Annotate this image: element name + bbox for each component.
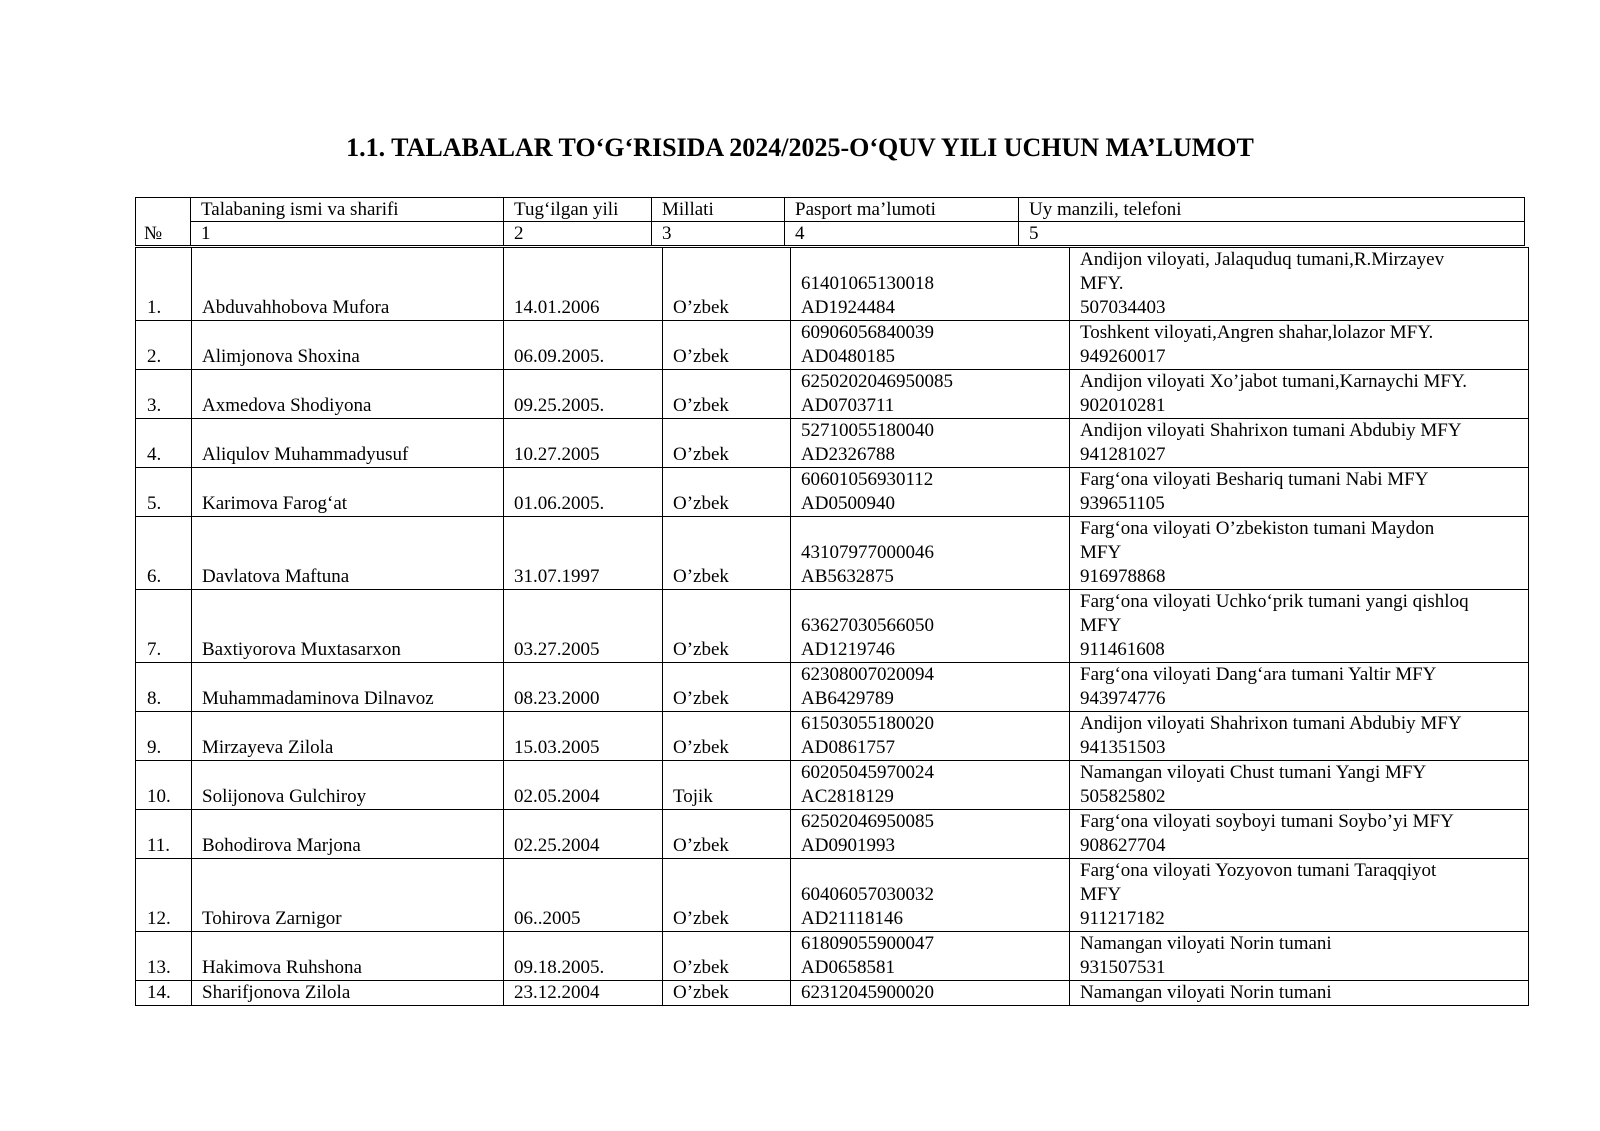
passport-info <box>791 712 1070 761</box>
passport-line: AB6429789 <box>801 688 894 709</box>
student-name: Alimjonova Shoxina <box>192 321 504 370</box>
students-table <box>135 247 1529 1006</box>
address-line: 911217182 <box>1080 908 1165 929</box>
passport-line: 62502046950085 <box>801 811 934 832</box>
row-number: 3. <box>136 370 192 419</box>
birth-date: 14.01.2006 <box>504 248 663 321</box>
birth-date: 01.06.2005. <box>504 468 663 517</box>
address-line: Namangan viloyati Chust tumani Yangi MFY <box>1080 762 1427 783</box>
address-line: 902010281 <box>1080 395 1166 416</box>
address-line: MFY. <box>1080 273 1124 294</box>
row-number: 9. <box>136 712 192 761</box>
student-name: Axmedova Shodiyona <box>192 370 504 419</box>
address-line: Farg‘ona viloyati soyboyi tumani Soybo’yi MFY <box>1080 811 1454 832</box>
row-number: 4. <box>136 419 192 468</box>
address-line: Andijon viloyati Shahrixon tumani Abdubiy MFY <box>1080 713 1462 734</box>
nationality: O’zbek <box>663 810 791 859</box>
page-title: 1.1. TALABALAR TO‘G‘RISIDA 2024/2025-O‘QUV YILI UCHUN MA’LUMOT <box>346 133 1254 162</box>
passport-line: AD0901993 <box>801 835 895 856</box>
header-name: Talabaning ismi va sharifi <box>191 198 504 222</box>
passport-info <box>791 370 1070 419</box>
home-address <box>1070 321 1529 370</box>
table-row <box>136 663 1529 712</box>
students-table-body <box>136 248 1529 1006</box>
passport-line: AC2818129 <box>801 786 894 807</box>
birth-date: 06.09.2005. <box>504 321 663 370</box>
address-line: MFY <box>1080 615 1122 636</box>
passport-info <box>791 810 1070 859</box>
passport-line: 60205045970024 <box>801 762 934 783</box>
address-line: MFY <box>1080 884 1122 905</box>
passport-info <box>791 981 1070 1006</box>
student-name: Hakimova Ruhshona <box>192 932 504 981</box>
passport-info <box>791 859 1070 932</box>
row-number: 14. <box>136 981 192 1006</box>
header-passport: Pasport ma’lumoti <box>785 198 1019 222</box>
passport-line: 62312045900020 <box>801 982 934 1003</box>
address-line: 939651105 <box>1080 493 1165 514</box>
table-row <box>136 517 1529 590</box>
header-row-labels <box>136 198 1525 222</box>
home-address <box>1070 663 1529 712</box>
header-num: № <box>136 198 191 246</box>
nationality: O’zbek <box>663 370 791 419</box>
nationality: O’zbek <box>663 321 791 370</box>
student-name: Muhammadaminova Dilnavoz <box>192 663 504 712</box>
nationality: O’zbek <box>663 517 791 590</box>
passport-line: AD21118146 <box>801 908 904 929</box>
address-line: Farg‘ona viloyati Beshariq tumani Nabi MFY <box>1080 469 1429 490</box>
row-number: 7. <box>136 590 192 663</box>
nationality: O’zbek <box>663 663 791 712</box>
student-name: Tohirova Zarnigor <box>192 859 504 932</box>
passport-info <box>791 321 1070 370</box>
passport-line: AD0703711 <box>801 395 895 416</box>
passport-info <box>791 468 1070 517</box>
address-line: Namangan viloyati Norin tumani <box>1080 982 1332 1003</box>
nationality: O’zbek <box>663 248 791 321</box>
header-birth: Tug‘ilgan yili <box>504 198 652 222</box>
passport-line: AD1219746 <box>801 639 895 660</box>
passport-line: AD0500940 <box>801 493 895 514</box>
birth-date: 31.07.1997 <box>504 517 663 590</box>
passport-line: AD1924484 <box>801 297 895 318</box>
nationality: O’zbek <box>663 981 791 1006</box>
address-line: Andijon viloyati Xo’jabot tumani,Karnaychi MFY. <box>1080 371 1467 392</box>
home-address <box>1070 468 1529 517</box>
address-line: Farg‘ona viloyati Dang‘ara tumani Yaltir MFY <box>1080 664 1437 685</box>
passport-info <box>791 932 1070 981</box>
passport-info <box>791 590 1070 663</box>
table-row <box>136 590 1529 663</box>
header-table <box>135 197 1525 246</box>
header-row-indices <box>136 222 1525 246</box>
passport-line: AD0861757 <box>801 737 895 758</box>
header-index: 3 <box>652 222 785 246</box>
header-index: 1 <box>191 222 504 246</box>
table-row <box>136 932 1529 981</box>
row-number: 11. <box>136 810 192 859</box>
home-address <box>1070 859 1529 932</box>
student-name: Sharifjonova Zilola <box>192 981 504 1006</box>
passport-info <box>791 419 1070 468</box>
address-line: 505825802 <box>1080 786 1166 807</box>
header-index: 4 <box>785 222 1019 246</box>
passport-line: 60601056930112 <box>801 469 934 490</box>
student-name: Solijonova Gulchiroy <box>192 761 504 810</box>
home-address <box>1070 712 1529 761</box>
nationality: O’zbek <box>663 932 791 981</box>
passport-line: 61401065130018 <box>801 273 934 294</box>
home-address <box>1070 932 1529 981</box>
home-address <box>1070 981 1529 1006</box>
student-name: Karimova Farog‘at <box>192 468 504 517</box>
address-line: Farg‘ona viloyati O’zbekiston tumani Maydon <box>1080 518 1435 539</box>
address-line: 916978868 <box>1080 566 1166 587</box>
row-number: 1. <box>136 248 192 321</box>
row-number: 13. <box>136 932 192 981</box>
home-address <box>1070 810 1529 859</box>
nationality: O’zbek <box>663 468 791 517</box>
home-address <box>1070 761 1529 810</box>
passport-line: 62308007020094 <box>801 664 934 685</box>
address-line: Namangan viloyati Norin tumani <box>1080 933 1332 954</box>
address-line: 911461608 <box>1080 639 1165 660</box>
table-row <box>136 468 1529 517</box>
passport-info <box>791 248 1070 321</box>
passport-line: 6250202046950085 <box>801 371 953 392</box>
birth-date: 02.05.2004 <box>504 761 663 810</box>
table-row <box>136 712 1529 761</box>
passport-line: 63627030566050 <box>801 615 934 636</box>
nationality: O’zbek <box>663 859 791 932</box>
passport-line: 60906056840039 <box>801 322 934 343</box>
birth-date: 09.18.2005. <box>504 932 663 981</box>
table-row <box>136 321 1529 370</box>
header-nation: Millati <box>652 198 785 222</box>
passport-line: 61503055180020 <box>801 713 934 734</box>
address-line: 941281027 <box>1080 444 1166 465</box>
address-line: Farg‘ona viloyati Uchko‘prik tumani yangi qishloq <box>1080 591 1469 612</box>
row-number: 5. <box>136 468 192 517</box>
student-name: Mirzayeva Zilola <box>192 712 504 761</box>
student-name: Davlatova Maftuna <box>192 517 504 590</box>
header-index: 5 <box>1019 222 1525 246</box>
birth-date: 10.27.2005 <box>504 419 663 468</box>
student-name: Baxtiyorova Muxtasarxon <box>192 590 504 663</box>
address-line: 507034403 <box>1080 297 1166 318</box>
address-line: 949260017 <box>1080 346 1166 367</box>
passport-line: AB5632875 <box>801 566 894 587</box>
passport-info <box>791 761 1070 810</box>
birth-date: 02.25.2004 <box>504 810 663 859</box>
table-row <box>136 419 1529 468</box>
address-line: 943974776 <box>1080 688 1166 709</box>
nationality: O’zbek <box>663 712 791 761</box>
passport-line: 61809055900047 <box>801 933 934 954</box>
birth-date: 15.03.2005 <box>504 712 663 761</box>
address-line: 931507531 <box>1080 957 1166 978</box>
home-address <box>1070 248 1529 321</box>
home-address <box>1070 419 1529 468</box>
row-number: 10. <box>136 761 192 810</box>
birth-date: 08.23.2000 <box>504 663 663 712</box>
passport-info <box>791 517 1070 590</box>
passport-line: AD0480185 <box>801 346 895 367</box>
birth-date: 09.25.2005. <box>504 370 663 419</box>
address-line: Farg‘ona viloyati Yozyovon tumani Taraqqiyot <box>1080 860 1437 881</box>
header-address: Uy manzili, telefoni <box>1019 198 1525 222</box>
row-number: 6. <box>136 517 192 590</box>
address-line: Andijon viloyati, Jalaquduq tumani,R.Mirzayev <box>1080 249 1445 270</box>
home-address <box>1070 517 1529 590</box>
birth-date: 23.12.2004 <box>504 981 663 1006</box>
nationality: O’zbek <box>663 419 791 468</box>
table-row <box>136 810 1529 859</box>
nationality: O’zbek <box>663 590 791 663</box>
passport-line: AD2326788 <box>801 444 895 465</box>
passport-line: 52710055180040 <box>801 420 934 441</box>
row-number: 12. <box>136 859 192 932</box>
passport-line: 43107977000046 <box>801 542 934 563</box>
student-name: Bohodirova Marjona <box>192 810 504 859</box>
address-line: MFY <box>1080 542 1122 563</box>
row-number: 2. <box>136 321 192 370</box>
table-row <box>136 248 1529 321</box>
address-line: Andijon viloyati Shahrixon tumani Abdubiy MFY <box>1080 420 1462 441</box>
birth-date: 03.27.2005 <box>504 590 663 663</box>
passport-line: 60406057030032 <box>801 884 934 905</box>
student-name: Abduvahhobova Mufora <box>192 248 504 321</box>
birth-date: 06..2005 <box>504 859 663 932</box>
home-address <box>1070 370 1529 419</box>
passport-info <box>791 663 1070 712</box>
nationality: Tojik <box>663 761 791 810</box>
table-row <box>136 761 1529 810</box>
row-number: 8. <box>136 663 192 712</box>
table-row <box>136 859 1529 932</box>
address-line: 908627704 <box>1080 835 1166 856</box>
table-row <box>136 981 1529 1006</box>
student-name: Aliqulov Muhammadyusuf <box>192 419 504 468</box>
passport-line: AD0658581 <box>801 957 895 978</box>
home-address <box>1070 590 1529 663</box>
address-line: Toshkent viloyati,Angren shahar,lolazor MFY. <box>1080 322 1434 343</box>
header-index: 2 <box>504 222 652 246</box>
table-row <box>136 370 1529 419</box>
address-line: 941351503 <box>1080 737 1166 758</box>
